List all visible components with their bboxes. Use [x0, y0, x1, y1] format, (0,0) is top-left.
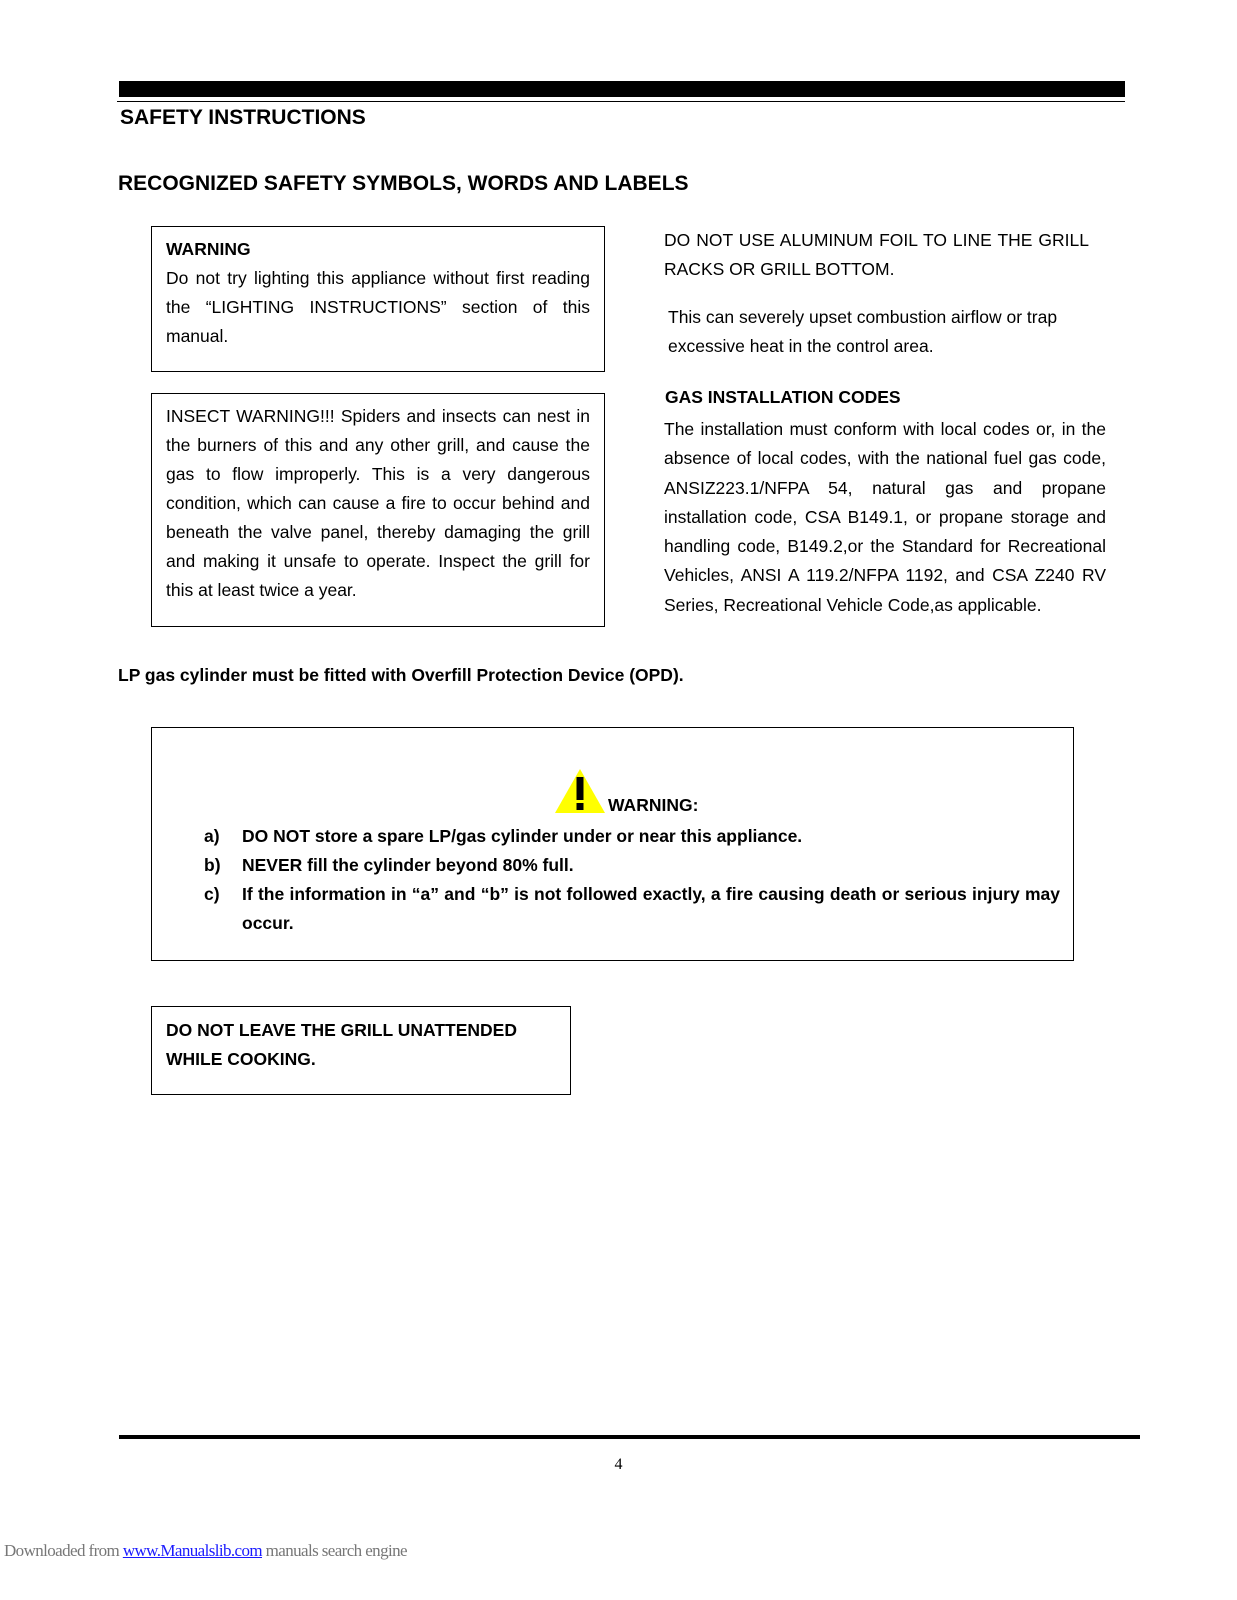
item-text: NEVER fill the cylinder beyond 80% full. — [242, 855, 574, 875]
unattended-warning-box — [151, 1006, 571, 1095]
footer-suffix: manuals search engine — [262, 1541, 407, 1560]
warning-label: WARNING: — [608, 795, 699, 815]
header-bar — [119, 81, 1125, 97]
item-marker: c) — [204, 884, 220, 904]
item-marker: a) — [204, 826, 220, 846]
insect-warning-box — [151, 393, 605, 627]
footer-rule — [119, 1435, 1140, 1439]
warning-text: Do not try lighting this appliance without first reading the “LIGHTING INSTRUCTIONS” section of this manual. — [166, 268, 590, 346]
gas-codes-title: GAS INSTALLATION CODES — [665, 387, 901, 407]
cylinder-warning-box — [151, 727, 1074, 961]
warning-header — [554, 768, 698, 814]
warning-list — [204, 822, 1060, 938]
warning-triangle-icon — [554, 768, 606, 814]
insect-warning-text: INSECT WARNING!!! Spiders and insects can nest in the burners of this and any other grill, and cause the gas to flow improperly. This is a very dangerous condition, which can cause a fire to occur behind and beneath the valve panel, thereby damaging the grill and making it unsafe to operate. Inspect the grill for this at least twice a year. — [166, 406, 590, 600]
item-text: DO NOT store a spare LP/gas cylinder under or near this appliance. — [242, 826, 803, 846]
foil-warning: DO NOT USE ALUMINUM FOIL TO LINE THE GRILL RACKS OR GRILL BOTTOM. — [664, 230, 1089, 279]
download-footer — [4, 1541, 407, 1561]
header-rule — [117, 101, 1125, 102]
item-text: If the information in “a” and “b” is not followed exactly, a fire causing death or serious injury may occur. — [242, 884, 1060, 933]
unattended-line-1: DO NOT LEAVE THE GRILL UNATTENDED — [166, 1020, 517, 1040]
foil-note-line-1: This can severely upset combustion airflow or trap — [668, 307, 1058, 327]
warning-item — [204, 851, 1060, 880]
item-marker: b) — [204, 855, 221, 875]
page-number: 4 — [614, 1456, 623, 1473]
page-heading: RECOGNIZED SAFETY SYMBOLS, WORDS AND LABELS — [118, 172, 689, 195]
foil-note-line-2: excessive heat in the control area. — [668, 336, 934, 356]
warning-title: WARNING — [166, 239, 251, 259]
section-title: SAFETY INSTRUCTIONS — [120, 106, 366, 129]
lp-gas-note: LP gas cylinder must be fitted with Overfill Protection Device (OPD). — [118, 665, 684, 685]
manualslib-link[interactable]: www.Manualslib.com — [122, 1541, 263, 1560]
warning-box — [151, 226, 605, 372]
warning-item — [204, 880, 1060, 938]
gas-codes-text: The installation must conform with local codes or, in the absence of local codes, with the national fuel gas code, ANSIZ223.1/NFPA 54, natural gas and propane installation code, CSA B149.1, or propane storage and handling code, B149.2,or the Standard for Recreational Vehicles, ANSI A 119.2/NFPA 1192, and CSA Z240 RV Series, Recreational Vehicle Code,as applicable. — [664, 419, 1106, 615]
foil-note — [668, 303, 1098, 361]
footer-prefix: Downloaded from — [4, 1541, 123, 1560]
unattended-line-2: WHILE COOKING. — [166, 1049, 316, 1069]
warning-item — [204, 822, 1060, 851]
